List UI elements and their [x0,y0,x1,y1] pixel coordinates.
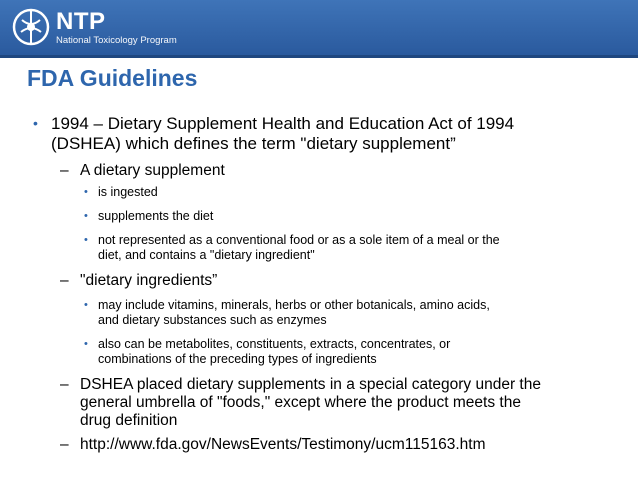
bullet-text: not represented as a conventional food or as a sole item of a meal or the [98,233,500,247]
bullet-dash-icon: – [60,436,69,453]
ntp-logo [12,6,252,50]
bullet-dot-icon: • [84,234,88,246]
bullet-text: supplements the diet [98,209,214,223]
testimony-link[interactable]: http://www.fda.gov/NewsEvents/Testimony/ucm115163.htm [80,436,486,453]
header-bar [0,0,638,55]
bullet-dot-icon: • [84,338,88,350]
bullet-dot-icon: • [84,299,88,311]
bullet-text: general umbrella of "foods," except where the product meets the [80,394,521,411]
bullet-text: drug definition [80,412,178,429]
ntp-emblem-icon [12,6,50,48]
bullet-dash-icon: – [60,272,69,289]
header-divider [0,55,638,58]
bullet-text: combinations of the preceding types of ingredients [98,352,377,366]
bullet-text: DSHEA placed dietary supplements in a special category under the [80,376,541,393]
bullet-dot-icon: • [84,186,88,198]
bullet-dash-icon: – [60,162,69,179]
bullet-dot-icon: • [84,210,88,222]
bullet-text: diet, and contains a "dietary ingredient" [98,248,315,262]
bullet-dot-icon: • [33,115,38,131]
bullet-dash-icon: – [60,376,69,393]
bullet-text: 1994 – Dietary Supplement Health and Education Act of 1994 [51,114,515,133]
bullet-text: and dietary substances such as enzymes [98,313,327,327]
bullet-text: may include vitamins, minerals, herbs or other botanicals, amino acids, [98,298,490,312]
bullet-text: also can be metabolites, constituents, extracts, concentrates, or [98,337,451,351]
slide-title: FDA Guidelines [27,65,198,91]
logo-subtitle: National Toxicology Program [56,35,177,46]
logo-name: NTP [56,8,106,35]
bullet-text: (DSHEA) which defines the term "dietary supplement” [51,134,456,153]
bullet-text: is ingested [98,185,158,199]
bullet-text: A dietary supplement [80,162,225,179]
bullet-text: "dietary ingredients” [80,272,218,289]
